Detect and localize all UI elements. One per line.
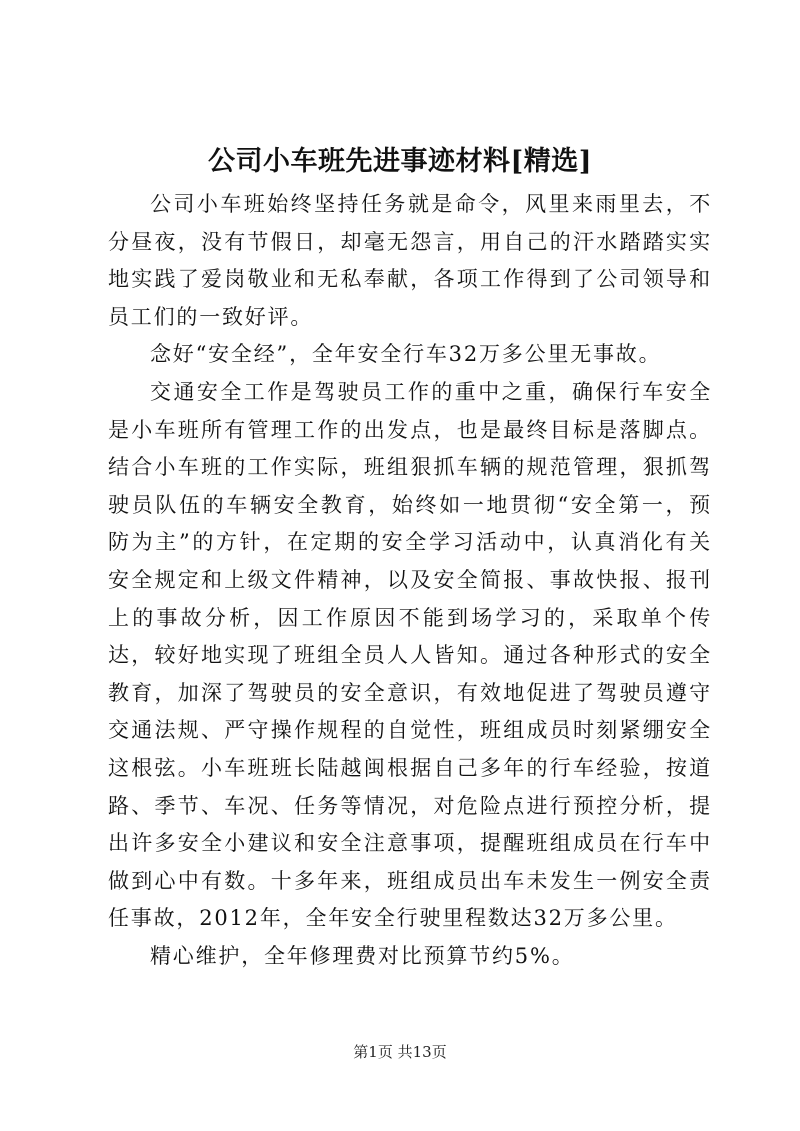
paragraph-safety-heading: 念好“安全经”，全年安全行车32万多公里无事故。 (150, 342, 662, 367)
page-footer: 第1页 共13页 (353, 1043, 447, 1061)
paragraph-maintenance-heading: 精心维护，全年修理费对比预算节约5%。 (150, 943, 575, 968)
document-body (108, 186, 712, 975)
paragraph-intro: 公司小车班始终坚持任务就是命令，风里来雨里去，不分昼夜，没有节假日，却毫无怨言，用自己的汗水踏踏实实地实践了爱岗敬业和无私奉献，各项工作得到了公司领导和员工们的一致好评。 (108, 192, 712, 329)
paragraph-safety-details: 交通安全工作是驾驶员工作的重中之重，确保行车安全是小车班所有管理工作的出发点，也是最终目标是落脚点。结合小车班的工作实际，班组狠抓车辆的规范管理，狠抓驾驶员队伍的车辆安全教育，始终如一地贯彻“安全第一，预防为主”的方针，在定期的安全学习活动中，认真消化有关安全规定和上级文件精神，以及安全简报、事故快报、报刊上的事故分析，因工作原因不能到场学习的，采取单个传达，较好地实现了班组全员人人皆知。通过各种形式的安全教育，加深了驾驶员的安全意识，有效地促进了驾驶员遵守交通法规、严守操作规程的自觉性，班组成员时刻紧绷安全这根弦。小车班班长陆越闽根据自己多年的行车经验，按道路、季节、车况、任务等情况，对危险点进行预控分析，提出许多安全小建议和安全注意事项，提醒班组成员在行车中做到心中有数。十多年来，班组成员出车未发生一例安全责任事故，2012年，全年安全行驶里程数达32万多公里。 (108, 379, 712, 931)
document-title: 公司小车班先进事迹材料[精选] (207, 146, 593, 177)
